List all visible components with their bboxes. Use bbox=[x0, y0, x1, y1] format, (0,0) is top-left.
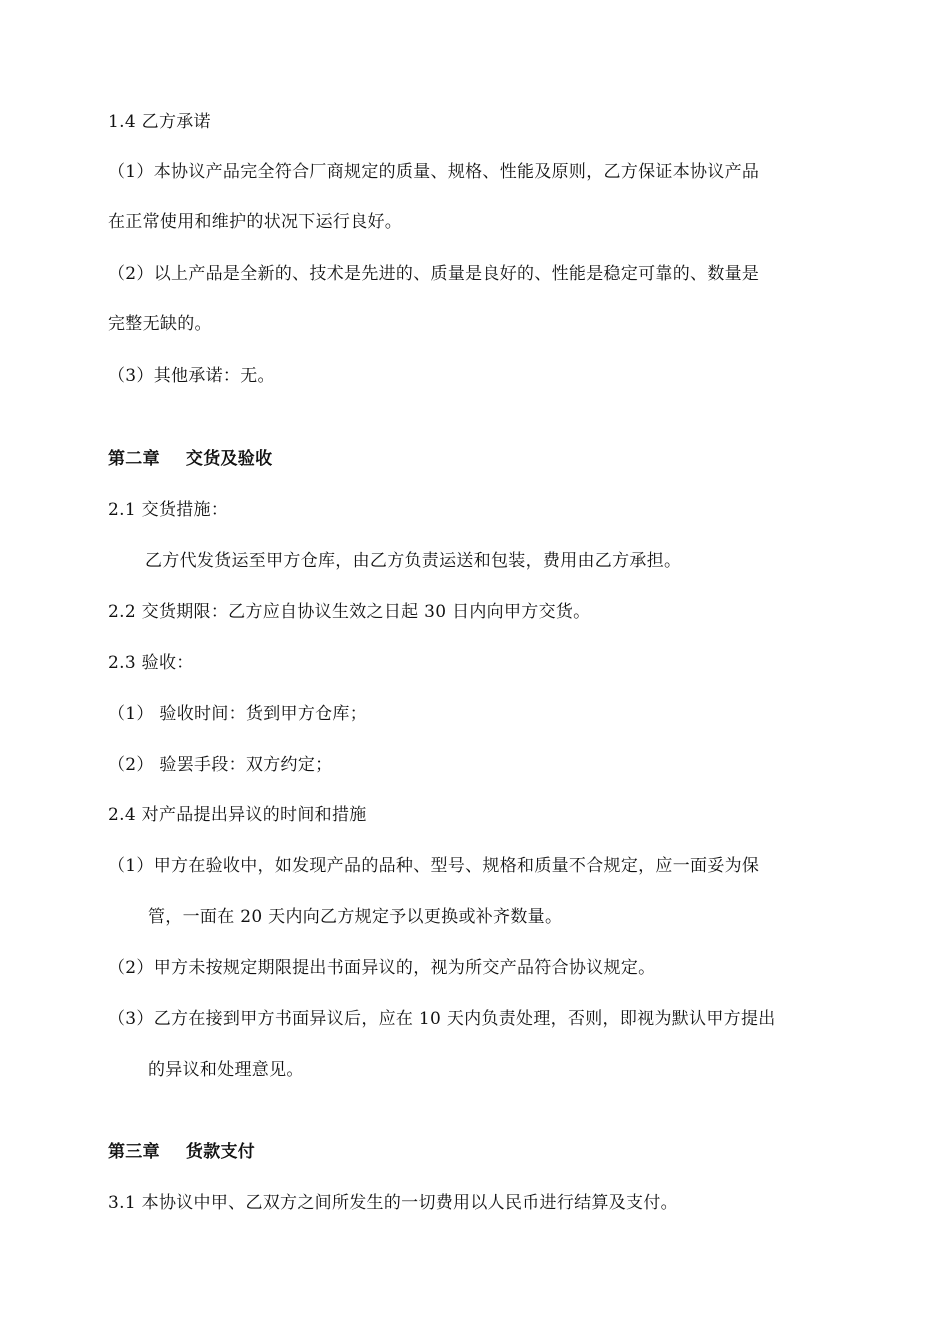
chapter-2-title: 交货及验收 bbox=[185, 449, 273, 469]
section-1-4-item-1-line-2: 在正常使用和维护的状况下运行良好。 bbox=[108, 212, 403, 232]
section-2-4-item-1-line-1: （1）甲方在验收中，如发现产品的品种、型号、规格和质量不合规定，应一面妥为保 bbox=[108, 856, 760, 876]
section-2-4-item-1-line-2: 管，一面在 20 天内向乙方规定予以更换或补齐数量。 bbox=[148, 907, 563, 927]
section-3-1: 3.1 本协议中甲、乙双方之间所发生的一切费用以人民币进行结算及支付。 bbox=[108, 1193, 678, 1213]
section-2-3-title: 2.3 验收： bbox=[108, 653, 194, 673]
section-2-4-title: 2.4 对产品提出异议的时间和措施 bbox=[108, 805, 367, 825]
section-1-4-item-3: （3）其他承诺：无。 bbox=[108, 366, 275, 386]
section-2-3-item-1: （1） 验收时间：货到甲方仓库； bbox=[108, 704, 368, 724]
section-2-2: 2.2 交货期限：乙方应自协议生效之日起 30 日内向甲方交货。 bbox=[108, 602, 591, 622]
section-1-4-item-2-line-1: （2）以上产品是全新的、技术是先进的、质量是良好的、性能是稳定可靠的、数量是 bbox=[108, 264, 760, 284]
section-2-4-item-3-line-2: 的异议和处理意见。 bbox=[148, 1060, 304, 1080]
section-1-4-item-1-line-1: （1）本协议产品完全符合厂商规定的质量、规格、性能及原则，乙方保证本协议产品 bbox=[108, 162, 760, 182]
section-2-3-item-2: （2） 验罢手段：双方约定； bbox=[108, 755, 333, 775]
section-1-4-title: 1.4 乙方承诺 bbox=[108, 112, 211, 132]
section-2-1-title: 2.1 交货措施： bbox=[108, 500, 229, 520]
section-1-4-item-2-line-2: 完整无缺的。 bbox=[108, 314, 212, 334]
section-2-4-item-2: （2）甲方未按规定期限提出书面异议的，视为所交产品符合协议规定。 bbox=[108, 958, 656, 978]
chapter-2-number: 第二章 bbox=[108, 449, 160, 469]
chapter-3-number: 第三章 bbox=[108, 1142, 160, 1162]
chapter-2-heading bbox=[108, 447, 272, 471]
chapter-3-title: 货款支付 bbox=[185, 1142, 256, 1162]
chapter-3-heading bbox=[108, 1140, 255, 1164]
section-2-1-body: 乙方代发货运至甲方仓库，由乙方负责运送和包装，费用由乙方承担。 bbox=[145, 551, 682, 571]
section-2-4-item-3-line-1: （3）乙方在接到甲方书面异议后，应在 10 天内负责处理，否则，即视为默认甲方提出 bbox=[108, 1009, 776, 1029]
